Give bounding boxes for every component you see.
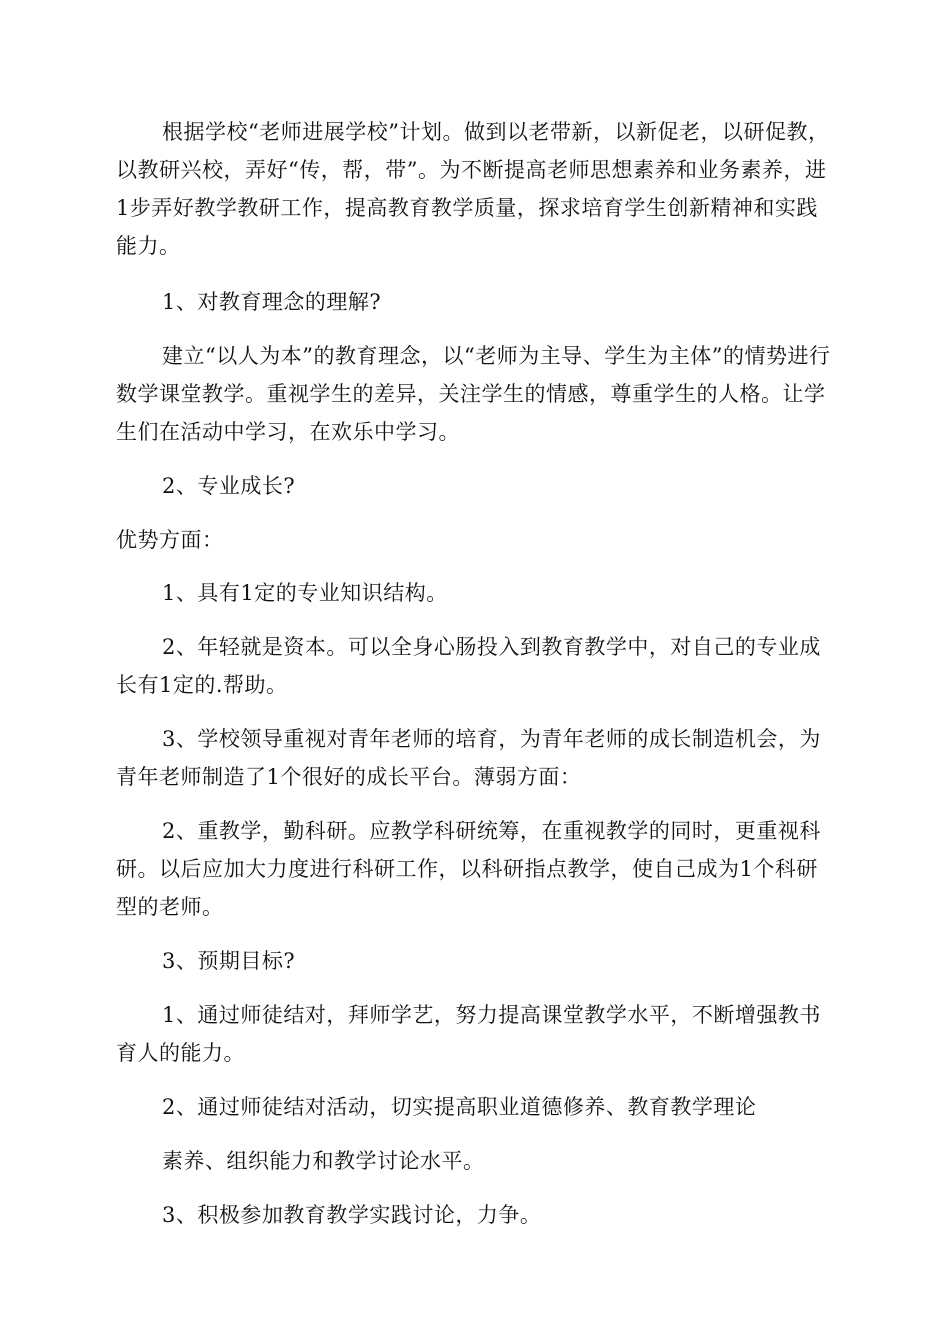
paragraph-goal-2-continued: 素养、组织能力和教学讨论水平。 xyxy=(162,1149,485,1173)
heading-strengths: 优势方面： xyxy=(116,528,224,552)
paragraph-goal-3: 3、积极参加教育教学实践讨论，力争。 xyxy=(162,1203,542,1227)
paragraph-strength-3: 3、学校领导重视对青年老师的培育，为青年老师的成长制造机会，为青年老师制造了1个很好的成长平台。薄弱方面： xyxy=(116,727,821,789)
paragraph-goal-1: 1、通过师徒结对，拜师学艺，努力提高课堂教学水平，不断增强教书育人的能力。 xyxy=(116,1003,821,1065)
paragraph-intro: 根据学校“老师进展学校”计划。做到以老带新，以新促老，以研促教，以教研兴校，弄好“传，帮，带”。为不断提高老师思想素养和业务素养，进1步弄好教学教研工作，提高教育教学质量，探求培育学生创新精神和实践能力。 xyxy=(116,120,830,258)
heading-professional-growth: 2、专业成长? xyxy=(162,474,296,498)
paragraph-strength-2: 2、年轻就是资本。可以全身心肠投入到教育教学中，对自己的专业成长有1定的.帮助。 xyxy=(116,635,821,697)
paragraph-weakness: 2、重教学，勤科研。应教学科研统筹，在重视教学的同时，更重视科研。以后应加大力度进行科研工作，以科研指点教学，使自己成为1个科研型的老师。 xyxy=(116,819,821,919)
heading-expected-goals: 3、预期目标? xyxy=(162,949,296,973)
paragraph-education-concept: 建立“以人为本”的教育理念，以“老师为主导、学生为主体”的情势进行数学课堂教学。重视学生的差异，关注学生的情感，尊重学生的人格。让学生们在活动中学习，在欢乐中学习。 xyxy=(116,344,831,444)
paragraph-strength-1: 1、具有1定的专业知识结构。 xyxy=(162,581,448,605)
paragraph-goal-2: 2、通过师徒结对活动，切实提高职业道德修养、教育教学理论 xyxy=(162,1095,757,1119)
heading-education-concept: 1、对教育理念的理解? xyxy=(162,290,382,314)
